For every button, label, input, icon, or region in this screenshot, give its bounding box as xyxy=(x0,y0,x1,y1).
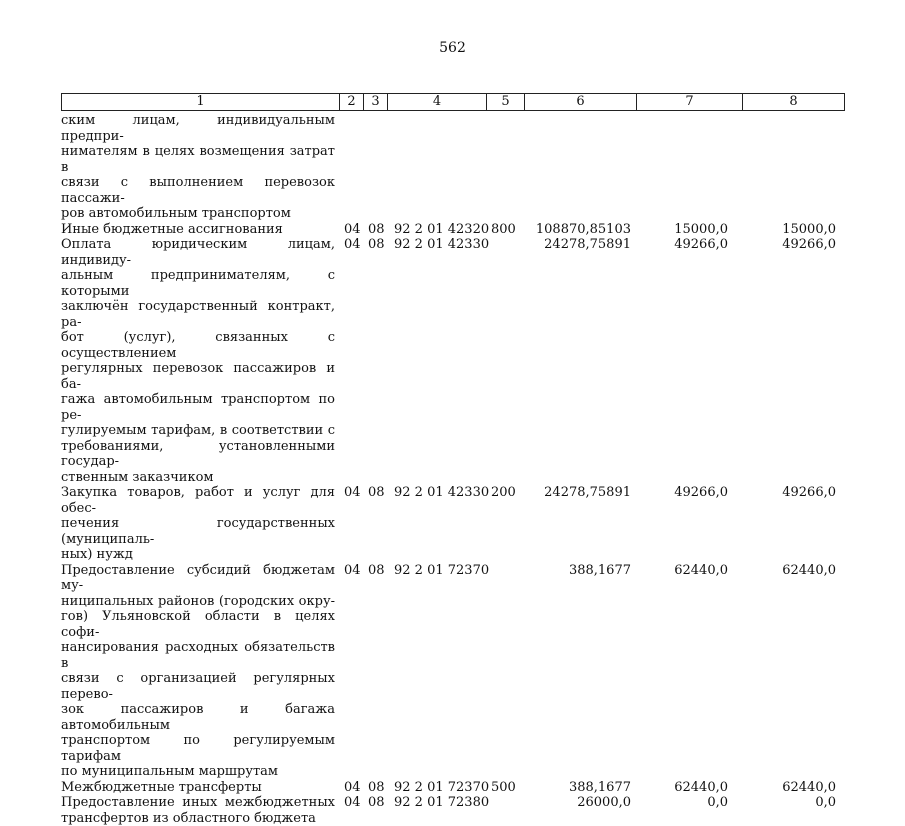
header-col-8: 8 xyxy=(743,94,844,110)
cell-col-2: 04 xyxy=(344,485,361,501)
description-line: трансфертов из областного бюджета xyxy=(61,811,335,826)
header-col-2: 2 xyxy=(340,94,364,110)
row-description xyxy=(61,485,335,563)
description-line: по муниципальным маршрутам xyxy=(61,764,335,780)
cell-col-4: 92 2 01 72370 xyxy=(394,563,489,579)
cell-col-8: 62440,0 xyxy=(747,780,836,796)
description-line: требованиями, установленными государ- xyxy=(61,439,335,470)
table-row xyxy=(61,113,851,222)
cell-col-8: 49266,0 xyxy=(747,485,836,501)
header-col-5: 5 xyxy=(487,94,525,110)
cell-col-8: 49266,0 xyxy=(747,237,836,253)
cell-col-7: 49266,0 xyxy=(642,485,728,501)
cell-col-5: 800 xyxy=(491,222,516,238)
cell-col-5: 200 xyxy=(491,485,516,501)
description-line: альным предпринимателям, с которыми xyxy=(61,268,335,299)
description-line: Предоставление субсидий бюджетам му- xyxy=(61,563,335,594)
description-line: Закупка товаров, работ и услуг для обес- xyxy=(61,485,335,516)
cell-col-7: 49266,0 xyxy=(642,237,728,253)
table-body xyxy=(61,113,851,826)
header-col-4: 4 xyxy=(388,94,487,110)
table-row xyxy=(61,485,851,563)
row-description xyxy=(61,237,335,485)
description-line: зок пассажиров и багажа автомобильным xyxy=(61,702,335,733)
description-line: нансирования расходных обязательств в xyxy=(61,640,335,671)
cell-col-3: 08 xyxy=(368,563,385,579)
cell-col-4: 92 2 01 42330 xyxy=(394,485,489,501)
description-line: ственным заказчиком xyxy=(61,470,335,486)
cell-col-6: 108870,85103 xyxy=(534,222,631,238)
description-line: регулярных перевозок пассажиров и ба- xyxy=(61,361,335,392)
description-line: гажа автомобильным транспортом по ре- xyxy=(61,392,335,423)
page-number: 562 xyxy=(0,40,905,56)
description-line: гулируемым тарифам, в соответствии с xyxy=(61,423,335,439)
table-header xyxy=(61,93,845,111)
cell-col-8: 62440,0 xyxy=(747,563,836,579)
cell-col-7: 15000,0 xyxy=(642,222,728,238)
cell-col-4: 92 2 01 72370 xyxy=(394,780,489,796)
cell-col-3: 08 xyxy=(368,795,385,811)
description-line: гов) Ульяновской области в целях софи- xyxy=(61,609,335,640)
cell-col-6: 388,1677 xyxy=(534,563,631,579)
description-line: связи с выполнением перевозок пассажи- xyxy=(61,175,335,206)
cell-col-7: 62440,0 xyxy=(642,780,728,796)
description-line: заключён государственный контракт, ра- xyxy=(61,299,335,330)
cell-col-2: 04 xyxy=(344,222,361,238)
row-description xyxy=(61,113,335,222)
table-row xyxy=(61,780,851,796)
cell-col-3: 08 xyxy=(368,780,385,796)
table-row xyxy=(61,222,851,238)
cell-col-2: 04 xyxy=(344,795,361,811)
cell-col-7: 62440,0 xyxy=(642,563,728,579)
cell-col-3: 08 xyxy=(368,222,385,238)
description-line: ским лицам, индивидуальным предпри- xyxy=(61,113,335,144)
header-col-7: 7 xyxy=(637,94,743,110)
description-line: Межбюджетные трансферты xyxy=(61,780,335,796)
description-line: Иные бюджетные ассигнования xyxy=(61,222,335,238)
table-row xyxy=(61,795,851,826)
row-description xyxy=(61,222,335,238)
cell-col-6: 26000,0 xyxy=(534,795,631,811)
cell-col-4: 92 2 01 42330 xyxy=(394,237,489,253)
description-line: ров автомобильным транспортом xyxy=(61,206,335,222)
cell-col-4: 92 2 01 72380 xyxy=(394,795,489,811)
description-line: транспортом по регулируемым тарифам xyxy=(61,733,335,764)
cell-col-8: 0,0 xyxy=(747,795,836,811)
cell-col-6: 24278,75891 xyxy=(534,485,631,501)
cell-col-2: 04 xyxy=(344,780,361,796)
description-line: ниципальных районов (городских окру- xyxy=(61,594,335,610)
cell-col-2: 04 xyxy=(344,237,361,253)
cell-col-6: 388,1677 xyxy=(534,780,631,796)
description-line: печения государственных (муниципаль- xyxy=(61,516,335,547)
cell-col-8: 15000,0 xyxy=(747,222,836,238)
cell-col-3: 08 xyxy=(368,485,385,501)
description-line: нимателям в целях возмещения затрат в xyxy=(61,144,335,175)
description-line: бот (услуг), связанных с осуществлением xyxy=(61,330,335,361)
description-line: Предоставление иных межбюджетных xyxy=(61,795,335,811)
cell-col-2: 04 xyxy=(344,563,361,579)
cell-col-4: 92 2 01 42320 xyxy=(394,222,489,238)
row-description xyxy=(61,563,335,780)
row-description xyxy=(61,780,335,796)
cell-col-6: 24278,75891 xyxy=(534,237,631,253)
cell-col-5: 500 xyxy=(491,780,516,796)
description-line: Оплата юридическим лицам, индивиду- xyxy=(61,237,335,268)
description-line: связи с организацией регулярных перево- xyxy=(61,671,335,702)
cell-col-3: 08 xyxy=(368,237,385,253)
header-col-1: 1 xyxy=(62,94,340,110)
header-col-3: 3 xyxy=(364,94,388,110)
header-col-6: 6 xyxy=(525,94,637,110)
cell-col-7: 0,0 xyxy=(642,795,728,811)
description-line: ных) нужд xyxy=(61,547,335,563)
row-description xyxy=(61,795,335,826)
table-row xyxy=(61,563,851,780)
table-row xyxy=(61,237,851,485)
